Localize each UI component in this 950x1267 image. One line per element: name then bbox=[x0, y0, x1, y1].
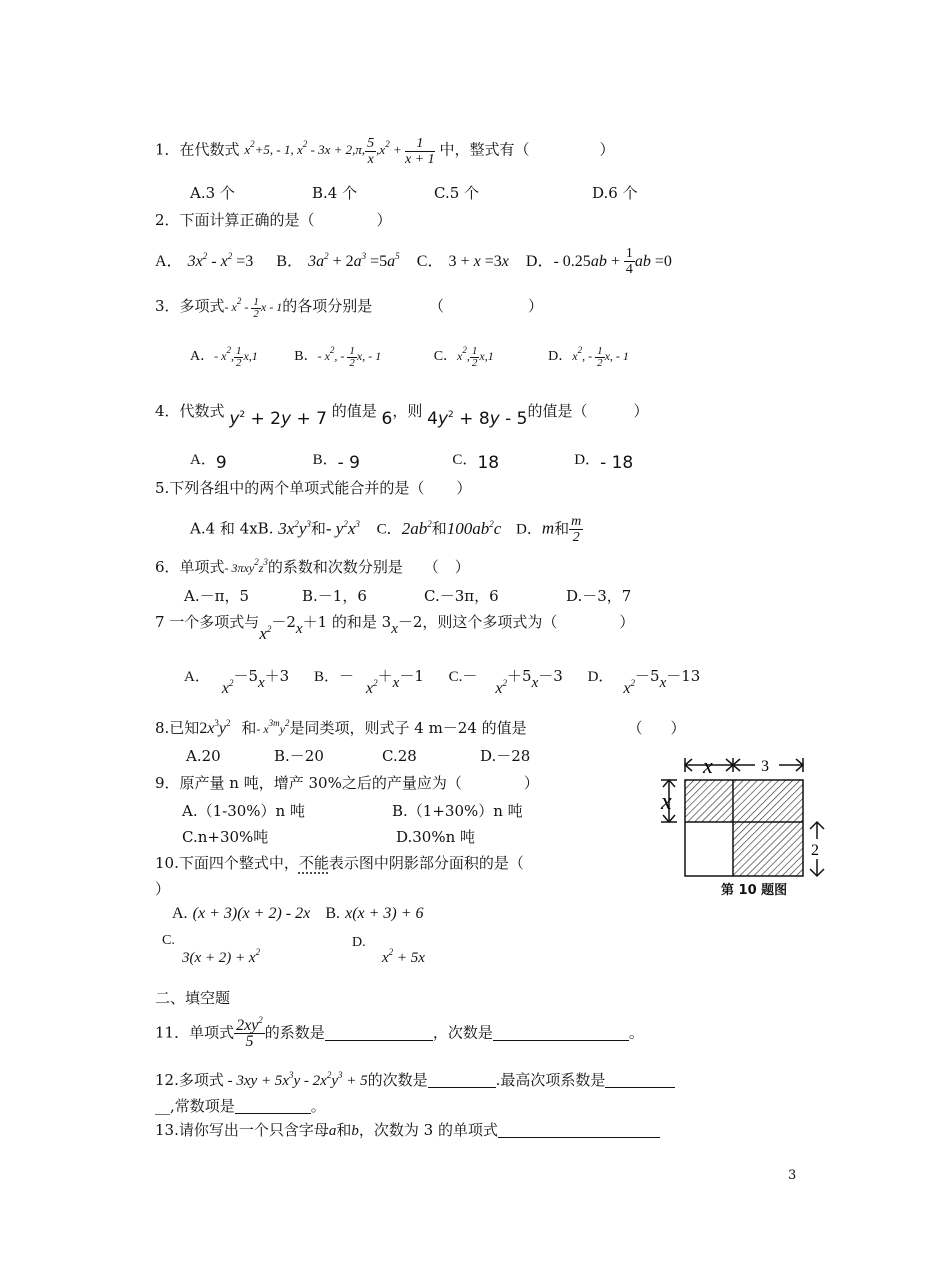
question-12: 12.多项式 - $3xy + 5x^3y - 2x^2y^3 + 5$的次数是 .最高次项系数是 bbox=[155, 1069, 675, 1090]
right-2-label: 2 bbox=[811, 842, 819, 859]
q11-blank-coefficient[interactable] bbox=[325, 1026, 433, 1041]
question-3: 3．多项式- $x^2$ - $\frac{1}{2}$ x - 1的各项分别是 （ ） bbox=[155, 295, 544, 320]
question-12-cont: __,常数项是 。 bbox=[155, 1097, 326, 1115]
page-number: 3 bbox=[788, 1168, 797, 1183]
question-13: 13.请你写出一个只含字母a和b，次数为 3 的单项式 bbox=[155, 1119, 660, 1140]
q1-options: A.3 个 B.4 个 C.5 个 D.6 个 bbox=[190, 184, 638, 202]
q11-blank-degree[interactable] bbox=[493, 1026, 629, 1041]
q10-option-d: D. bbox=[352, 935, 366, 950]
q5-options: A.4 和 4xB. $3x^2y^3$和- $y^2x^3$ C．$2ab^2$和$100ab^2c$ D．m和 $\frac{m}{2}$ bbox=[190, 514, 582, 545]
q9-options-ab: A.（1-30%）n 吨 B.（1+30%）n 吨 bbox=[182, 802, 523, 820]
question-10: 10.下面四个整式中，不能表示图中阴影部分面积的是（ bbox=[155, 854, 524, 872]
question-11: 11．单项式 $\frac{2xy^2}{5}$ 的系数是 ，次数是 。 bbox=[155, 1015, 644, 1050]
q1-expression: $x^2+5$, - 1, $x^2 - 3x + 2,\pi$, $\frac{5}{x}$ $,x^2$ + $\frac{1}{x + 1}$ bbox=[244, 136, 435, 167]
q8-options: A.20 B.－20 C.28 D.－28 bbox=[186, 747, 531, 765]
question-4: 4．代数式 $y^2 + 2y + 7$ 的值是 6，则 $4y^2 + 8y - 5$的值是（ ） bbox=[155, 402, 649, 429]
q10-close: ） bbox=[155, 880, 171, 898]
question-8: 8.已知$2x^3y^2$ 和- $x^{3m}y^2$是同类项，则式子 4 m－24 的值是 （ ） bbox=[155, 718, 686, 737]
question-6: 6．单项式- $3\pi xy^2z^3$的系数和次数分别是 （ ） bbox=[155, 557, 470, 576]
shaded-top-right bbox=[733, 780, 803, 822]
q10-figure bbox=[655, 755, 835, 929]
area-diagram bbox=[655, 755, 835, 925]
q4-options: A．9 B．- 9 C．18 D．- 18 bbox=[190, 452, 634, 473]
q10-options-ab: A. (x + 3)(x + 2) - 2x B. x(x + 3) + 6 bbox=[172, 905, 424, 922]
question-7: 7 一个多项式与$x^2-2x+1$ 的和是 3x－2，则这个多项式为（ ） bbox=[155, 613, 635, 643]
q7-options: A．$x^2-5x+3$ B．$-x^2+x-1$ $C.-x^2+5x-3$ D．$x^2-5x-13$ bbox=[184, 667, 701, 697]
q10-option-d-expr: $x^2 + 5x$ bbox=[382, 947, 425, 966]
q12-blank-constant[interactable] bbox=[235, 1099, 311, 1114]
top-x-label: x bbox=[703, 755, 713, 778]
question-2: 2．下面计算正确的是（ ） bbox=[155, 211, 392, 229]
shaded-bottom-right bbox=[733, 822, 803, 876]
q12-blank-degree[interactable] bbox=[428, 1073, 496, 1088]
q12-blank-coefficient[interactable] bbox=[605, 1073, 675, 1088]
section-title-fill-in: 二、填空题 bbox=[155, 989, 231, 1007]
q10-option-c: C. bbox=[162, 933, 175, 948]
question-9: 9．原产量 n 吨，增产 30%之后的产量应为（ ） bbox=[155, 774, 539, 792]
figure-caption: 第 10 题图 bbox=[721, 883, 788, 898]
q9-options-cd: C.n+30%吨 D.30%n 吨 bbox=[182, 828, 476, 846]
left-x-label: x bbox=[661, 789, 672, 815]
question-5: 5.下列各组中的两个单项式能合并的是（ ） bbox=[155, 479, 472, 497]
shaded-top-left bbox=[685, 780, 733, 822]
q2-options: A． $3x^2 - x^2 =3$ B． $3a^2 + 2a^3 =5a^5$ C． 3 + x =3x D．- 0.25ab + $\frac{1}{4}$ ab =0 bbox=[155, 246, 672, 277]
q13-blank-monomial[interactable] bbox=[498, 1123, 660, 1138]
question-1: 1．在代数式 $x^2+5$, - 1, $x^2 - 3x + 2,\pi$, $\frac{5}{x}$ $,x^2$ + $\frac{1}{x + 1}$ 中，整式有（ ） bbox=[155, 136, 615, 167]
q3-options: A．- $x^2$, $\frac{1}{2}$ x,1 B．- $x^2$, - $\frac{1}{2}$ x, - 1 C．$x^2$, $\frac{1}{2}$ x,1 D．$x^2$, - $\frac{1}{2}$ x, - 1 bbox=[190, 344, 629, 369]
top-3-label: 3 bbox=[761, 758, 769, 775]
q10-option-c-expr: $3(x + 2) + x^2$ bbox=[182, 947, 261, 966]
q6-options: A.－π，5 B.－1，6 C.－3π，6 D.－3，7 bbox=[184, 587, 632, 605]
